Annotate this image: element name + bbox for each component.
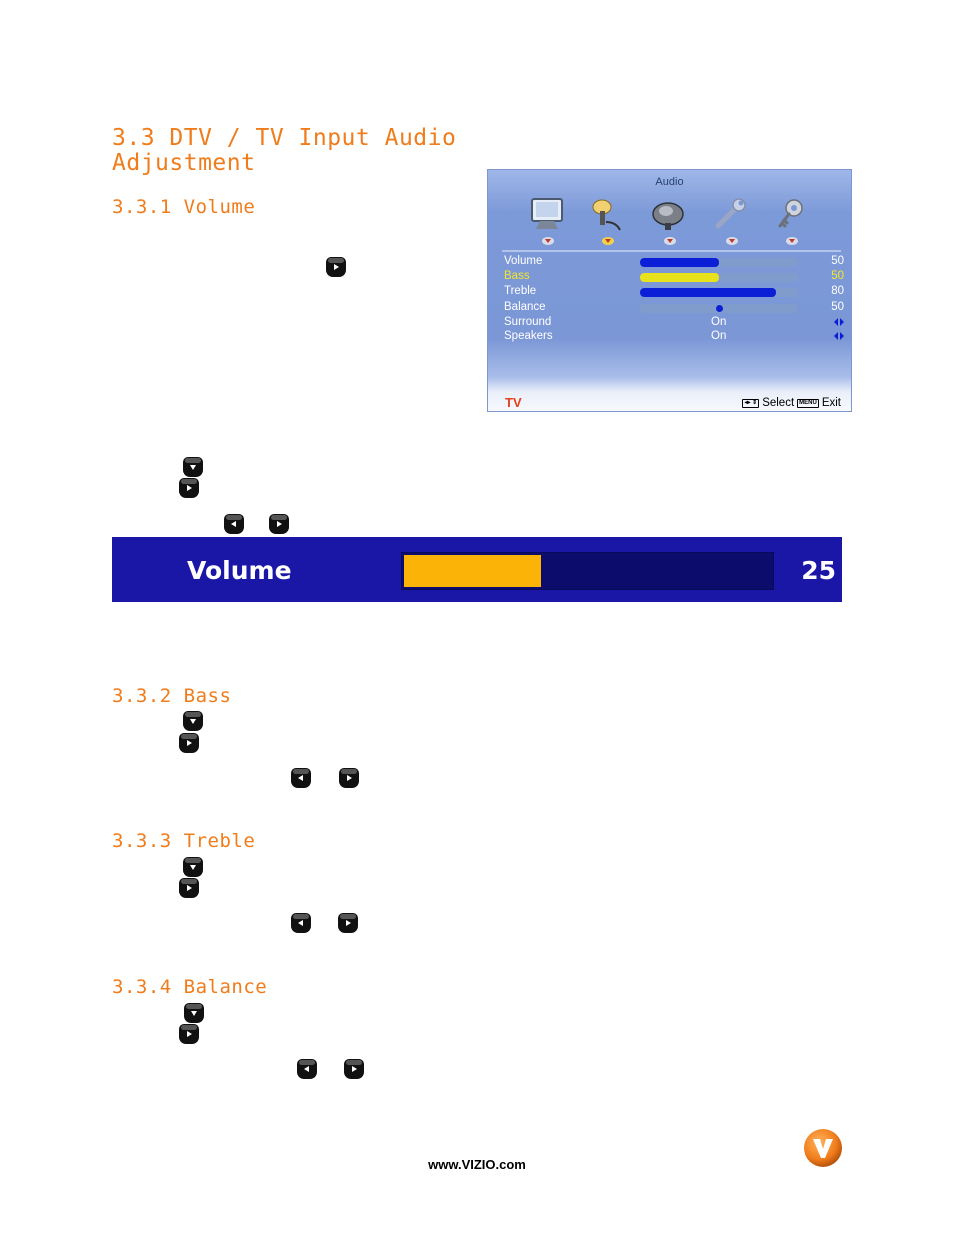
volume-slider-fill [640,258,719,267]
osd-divider [502,250,841,252]
osd-row-label: Treble [504,285,537,297]
volume-heading: 3.3.1 Volume [112,196,256,218]
balance-slider-knob[interactable] [716,305,723,312]
osd-row-treble[interactable] [504,285,844,300]
right-arrow-key-icon [179,478,199,498]
osd-row-label: Speakers [504,330,553,342]
right-arrow-key-icon [179,1024,199,1044]
audio-osd-menu [487,169,852,412]
left-arrow-key-icon [291,913,311,933]
osd-row-label: Volume [504,255,543,267]
tab-indicator-icon [541,236,555,246]
left-right-arrows-icon [834,318,844,326]
tab-indicator-icon [663,236,677,246]
down-arrow-key-icon [184,1003,204,1023]
down-arrow-key-icon [183,457,203,477]
satellite-icon[interactable] [648,196,688,232]
tab-indicator-icon [785,236,799,246]
osd-row-label: Bass [504,270,530,282]
footer-url: www.VIZIO.com [428,1157,526,1172]
right-arrow-key-icon [179,878,199,898]
osd-row-setting: On [711,316,727,328]
volume-banner-label: Volume [187,556,292,585]
section-title [112,126,456,176]
tv-icon[interactable] [528,196,568,232]
section-title-line2: Adjustment [112,150,256,176]
osd-row-volume[interactable] [504,255,844,270]
osd-row-value: 50 [831,301,844,313]
osd-row-label: Balance [504,301,546,313]
right-arrow-key-icon [269,514,289,534]
left-arrow-key-icon [291,768,311,788]
volume-banner-fill [404,555,541,587]
osd-row-value: 50 [831,270,844,282]
right-arrow-key-icon [339,768,359,788]
bass-slider-fill [640,273,719,282]
volume-banner-bar [401,552,774,590]
key-icon[interactable] [772,196,812,232]
left-arrow-key-icon [297,1059,317,1079]
balance-heading: 3.3.4 Balance [112,976,268,998]
osd-footer-hints [742,397,841,409]
right-arrow-key-icon [179,733,199,753]
bass-slider[interactable] [640,273,798,282]
treble-slider[interactable] [640,288,798,297]
bass-heading: 3.3.2 Bass [112,685,232,707]
tab-indicator-icon [725,236,739,246]
osd-row-bass[interactable] [504,270,844,285]
osd-row-speakers[interactable] [504,330,844,345]
osd-input-source: TV [505,395,522,410]
vizio-logo-icon [803,1128,843,1168]
section-title-line1: 3.3 DTV / TV Input Audio [112,125,457,151]
osd-title: Audio [655,176,684,188]
audio-icon[interactable] [586,196,626,232]
volume-banner [112,537,842,602]
menu-key-icon: MENU [799,399,817,406]
balance-slider[interactable] [640,304,798,313]
osd-row-surround[interactable] [504,316,844,331]
tab-indicator-active-icon [601,236,615,246]
osd-row-setting: On [711,330,727,342]
osd-row-value: 80 [831,285,844,297]
right-arrow-key-icon [344,1059,364,1079]
select-hint: Select [762,397,795,409]
down-arrow-key-icon [183,711,203,731]
osd-row-balance[interactable] [504,301,844,316]
select-keys-icon: ◂▸ ⇕ [744,399,758,406]
volume-slider[interactable] [640,258,798,267]
treble-slider-fill [640,288,776,297]
left-right-arrows-icon [834,332,844,340]
osd-row-label: Surround [504,316,552,328]
osd-row-value: 50 [831,255,844,267]
right-arrow-key-icon [338,913,358,933]
treble-heading: 3.3.3 Treble [112,830,256,852]
left-arrow-key-icon [224,514,244,534]
down-arrow-key-icon [183,857,203,877]
exit-hint: Exit [821,397,841,409]
wrench-icon[interactable] [710,196,750,232]
volume-banner-value: 25 [801,556,836,585]
right-arrow-key-icon [326,257,346,277]
